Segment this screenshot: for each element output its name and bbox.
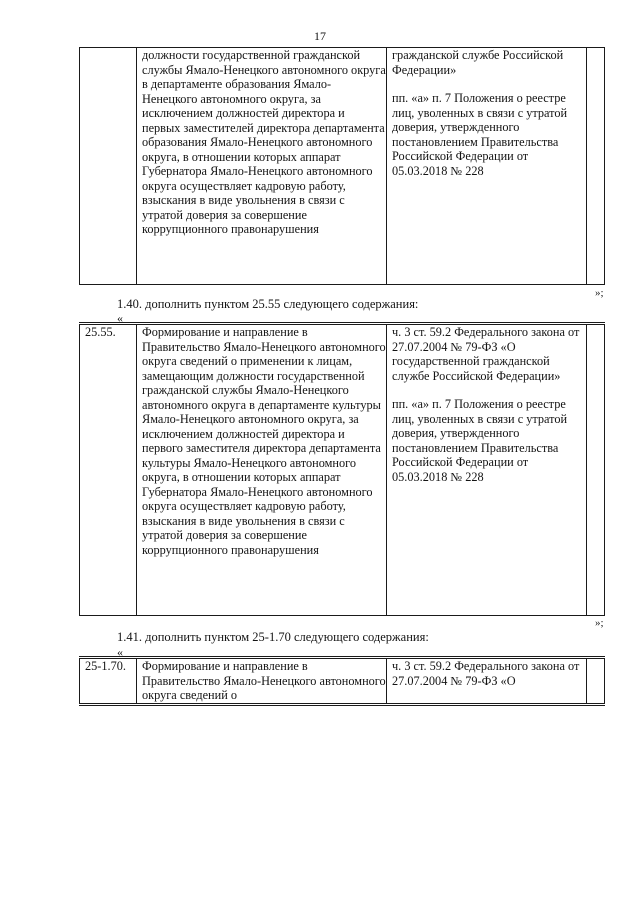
row-basis-cell: [387, 658, 587, 705]
table-item-25-55: [79, 322, 605, 616]
row-empty-cell: [587, 324, 605, 616]
basis-text: пп. «а» п. 7 Положения о реестре лиц, уволенных в связи с утратой доверия, утвержденного постановлением Правительства Российской Федерации от 05.03.2018 № 228: [392, 91, 568, 178]
page-number: 17: [314, 29, 326, 43]
basis-text: ч. 3 ст. 59.2 Федерального закона от 27.07.2004 № 79-ФЗ «О государственной гражданской службе Российской Федерации»: [392, 325, 580, 383]
row-number-cell: 25-1.70.: [80, 658, 137, 705]
row-basis-cell: [387, 48, 587, 285]
row-number-cell: 25.55.: [80, 324, 137, 616]
basis-text: ч. 3 ст. 59.2 Федерального закона от 27.07.2004 № 79-ФЗ «О: [392, 659, 580, 688]
close-quote: »;: [595, 617, 604, 629]
basis-text: пп. «а» п. 7 Положения о реестре лиц, уволенных в связи с утратой доверия, утвержденного постановлением Правительства Российской Федерации от 05.03.2018 № 228: [392, 397, 568, 484]
close-quote: »;: [595, 287, 604, 299]
description-text: Формирование и направление в Правительство Ямало-Ненецкого автономного округа сведений о применении к лицам, замещающим должности государственной гражданской службы Ямало-Ненецкого автономного округа в департаменте культуры Ямало-Ненецкого автономного округа, за исключением должностей директора и первого заместителя директора департамента культуры Ямало-Ненецкого автономного округа, в отношении которых аппарат Губернатора Ямало-Ненецкого автономного округа осуществляет кадровую работу, взыскания в виде увольнения в связи с утратой доверия за совершение коррупционного правонарушения: [142, 325, 386, 557]
table-row: [80, 48, 605, 285]
amendment-1-41: 1.41. дополнить пунктом 25-1.70 следующего содержания:: [117, 630, 429, 644]
row-number-cell: [80, 48, 137, 285]
open-quote: «: [117, 311, 123, 325]
row-empty-cell: [587, 48, 605, 285]
row-basis-cell: [387, 324, 587, 616]
description-text: должности государственной гражданской службы Ямало-Ненецкого автономного округа в департаменте образования Ямало-Ненецкого автономного округа, за исключением должностей директора и первых заместителей директора департамента образования Ямало-Ненецкого автономного округа, в отношении которых аппарат Губернатора Ямало-Ненецкого автономного округа осуществляет кадровую работу, взыскания в виде увольнения в связи с утратой доверия за совершение коррупционного правонарушения: [142, 48, 386, 236]
description-text: Формирование и направление в Правительство Ямало-Ненецкого автономного округа сведений о: [142, 659, 386, 702]
table-row: [80, 324, 605, 616]
open-quote: «: [117, 645, 123, 659]
table-item-25-1-70: [79, 656, 605, 706]
row-description-cell: [137, 324, 387, 616]
amendment-1-40: 1.40. дополнить пунктом 25.55 следующего содержания:: [117, 297, 419, 311]
row-description-cell: [137, 658, 387, 705]
row-description-cell: [137, 48, 387, 285]
basis-text: гражданской службе Российской Федерации»: [392, 48, 564, 77]
table-continuation: [79, 47, 605, 285]
table-row: [80, 658, 605, 705]
row-empty-cell: [587, 658, 605, 705]
